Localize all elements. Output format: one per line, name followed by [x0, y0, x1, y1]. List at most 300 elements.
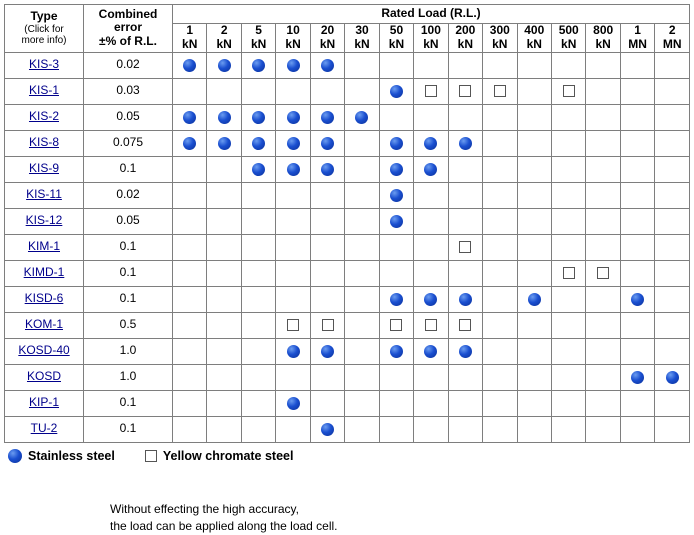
cell-empty: [379, 390, 413, 416]
cell-empty: [310, 78, 344, 104]
cell-empty: [241, 234, 275, 260]
stainless-steel-dot-icon: [424, 293, 437, 306]
cell-empty: [276, 286, 310, 312]
cell-empty: [517, 390, 551, 416]
cell-empty: [586, 78, 620, 104]
cell-empty: [379, 416, 413, 442]
error-line-1: Combined: [98, 6, 158, 21]
cell-type[interactable]: [5, 390, 84, 416]
cell-stainless-steel-marker: [345, 104, 379, 130]
load-number: 800: [593, 23, 614, 37]
cell-empty: [207, 260, 241, 286]
cell-empty: [310, 286, 344, 312]
cell-stainless-steel-marker: [310, 130, 344, 156]
cell-empty: [586, 234, 620, 260]
cell-empty: [345, 234, 379, 260]
cell-empty: [241, 208, 275, 234]
cell-empty: [345, 286, 379, 312]
load-unit: kN: [561, 36, 577, 51]
stainless-steel-dot-icon: [218, 111, 231, 124]
cell-stainless-steel-marker: [448, 130, 482, 156]
column-header-type: [5, 5, 84, 53]
load-unit: kN: [354, 36, 370, 51]
cell-empty: [276, 416, 310, 442]
legend: [8, 449, 694, 463]
stainless-steel-dot-icon: [424, 137, 437, 150]
cell-empty: [517, 78, 551, 104]
type-link[interactable]: KIS-3: [28, 57, 59, 72]
cell-empty: [241, 390, 275, 416]
load-unit: MN: [662, 36, 682, 51]
table-row: [5, 104, 690, 130]
cell-combined-error: 0.1: [84, 416, 173, 442]
cell-empty: [551, 286, 585, 312]
cell-empty: [207, 338, 241, 364]
type-link[interactable]: KIS-1: [28, 83, 59, 98]
cell-stainless-steel-marker: [207, 130, 241, 156]
load-unit: kN: [526, 36, 542, 51]
cell-stainless-steel-marker: [620, 286, 654, 312]
cell-empty: [655, 390, 690, 416]
cell-empty: [448, 260, 482, 286]
yellow-chromate-square-icon: [563, 267, 575, 279]
stainless-steel-dot-icon: [459, 293, 472, 306]
stainless-steel-dot-icon: [287, 59, 300, 72]
stainless-steel-dot-icon: [390, 137, 403, 150]
load-number: 50: [389, 23, 404, 37]
load-unit: MN: [628, 36, 647, 51]
table-row: [5, 182, 690, 208]
cell-empty: [551, 312, 585, 338]
load-unit: kN: [250, 36, 267, 51]
cell-stainless-steel-marker: [241, 104, 275, 130]
stainless-steel-dot-icon: [321, 423, 334, 436]
column-header-load-2: [241, 24, 275, 53]
type-title: Type: [30, 9, 58, 24]
cell-type[interactable]: [5, 182, 84, 208]
type-link[interactable]: KIS-8: [28, 135, 59, 150]
cell-empty: [655, 182, 690, 208]
cell-empty: [379, 234, 413, 260]
column-header-load-5: [345, 24, 379, 53]
cell-type[interactable]: [5, 52, 84, 78]
type-link[interactable]: KIP-1: [28, 395, 59, 410]
cell-empty: [483, 52, 517, 78]
column-header-load-13: [620, 24, 654, 53]
cell-combined-error: 0.02: [84, 182, 173, 208]
cell-stainless-steel-marker: [414, 338, 448, 364]
cell-type[interactable]: [5, 156, 84, 182]
cell-empty: [379, 104, 413, 130]
cell-empty: [551, 104, 585, 130]
cell-empty: [414, 364, 448, 390]
cell-stainless-steel-marker: [379, 208, 413, 234]
cell-empty: [276, 78, 310, 104]
cell-empty: [620, 260, 654, 286]
cell-empty: [620, 156, 654, 182]
cell-empty: [379, 260, 413, 286]
cell-empty: [379, 52, 413, 78]
cell-empty: [310, 260, 344, 286]
stainless-steel-dot-icon: [459, 137, 472, 150]
type-link[interactable]: KIS-12: [25, 213, 63, 228]
cell-empty: [586, 364, 620, 390]
load-unit: kN: [492, 36, 508, 51]
stainless-steel-dot-icon: [355, 111, 368, 124]
cell-stainless-steel-marker: [379, 182, 413, 208]
cell-empty: [345, 156, 379, 182]
load-unit: kN: [216, 36, 232, 51]
cell-empty: [620, 78, 654, 104]
yellow-chromate-square-icon: [425, 319, 437, 331]
yellow-chromate-square-icon: [425, 85, 437, 97]
cell-empty: [586, 208, 620, 234]
cell-type[interactable]: [5, 312, 84, 338]
cell-empty: [586, 104, 620, 130]
cell-empty: [448, 52, 482, 78]
cell-empty: [414, 390, 448, 416]
type-link[interactable]: KIM-1: [27, 239, 60, 254]
load-unit: kN: [285, 36, 301, 51]
cell-empty: [655, 130, 690, 156]
stainless-steel-dot-icon: [252, 137, 265, 150]
column-header-load-8: [448, 24, 482, 53]
stainless-steel-dot-icon: [321, 163, 334, 176]
stainless-steel-dot-icon: [321, 111, 334, 124]
cell-empty: [517, 312, 551, 338]
cell-empty: [448, 208, 482, 234]
stainless-steel-dot-icon: [8, 449, 22, 463]
type-link[interactable]: KIMD-1: [23, 265, 65, 280]
load-number: 30: [355, 23, 369, 37]
cell-stainless-steel-marker: [207, 52, 241, 78]
cell-empty: [551, 416, 585, 442]
cell-empty: [448, 390, 482, 416]
cell-combined-error: 0.1: [84, 390, 173, 416]
yellow-chromate-square-icon: [597, 267, 609, 279]
cell-empty: [173, 208, 207, 234]
cell-empty: [586, 156, 620, 182]
cell-stainless-steel-marker: [276, 156, 310, 182]
cell-empty: [173, 390, 207, 416]
cell-empty: [655, 208, 690, 234]
cell-empty: [620, 234, 654, 260]
cell-empty: [276, 260, 310, 286]
yellow-chromate-square-icon: [459, 241, 471, 253]
cell-type[interactable]: [5, 416, 84, 442]
table-head: [5, 5, 690, 53]
cell-empty: [207, 364, 241, 390]
cell-empty: [414, 52, 448, 78]
cell-combined-error: 0.1: [84, 260, 173, 286]
cell-empty: [173, 286, 207, 312]
table-row: [5, 234, 690, 260]
cell-empty: [448, 416, 482, 442]
cell-empty: [241, 364, 275, 390]
cell-empty: [207, 156, 241, 182]
load-number: 1: [186, 23, 194, 37]
type-link[interactable]: TU-2: [30, 421, 58, 436]
cell-yellow-chromate-marker: [551, 260, 585, 286]
stainless-steel-dot-icon: [390, 293, 403, 306]
cell-combined-error: 0.1: [84, 156, 173, 182]
stainless-steel-dot-icon: [390, 345, 403, 358]
cell-empty: [207, 416, 241, 442]
cell-empty: [241, 286, 275, 312]
stainless-steel-dot-icon: [252, 59, 265, 72]
column-header-rated-load: Rated Load (R.L.): [173, 5, 690, 24]
header-row-top: [5, 5, 690, 24]
cell-empty: [207, 390, 241, 416]
stainless-steel-dot-icon: [183, 137, 196, 150]
type-link[interactable]: KIS-9: [28, 161, 59, 176]
cell-empty: [655, 234, 690, 260]
cell-empty: [207, 286, 241, 312]
cell-stainless-steel-marker: [655, 364, 690, 390]
cell-empty: [345, 364, 379, 390]
cell-empty: [483, 182, 517, 208]
cell-stainless-steel-marker: [517, 286, 551, 312]
cell-empty: [207, 208, 241, 234]
stainless-steel-dot-icon: [287, 137, 300, 150]
cell-empty: [448, 156, 482, 182]
cell-yellow-chromate-marker: [448, 234, 482, 260]
cell-stainless-steel-marker: [173, 104, 207, 130]
type-link[interactable]: KIS-2: [28, 109, 59, 124]
load-number: 2: [668, 23, 676, 37]
cell-combined-error: 1.0: [84, 338, 173, 364]
cell-empty: [345, 208, 379, 234]
cell-stainless-steel-marker: [173, 130, 207, 156]
cell-yellow-chromate-marker: [414, 312, 448, 338]
type-subtitle-line1: (Click for: [24, 24, 64, 36]
cell-stainless-steel-marker: [173, 52, 207, 78]
page-root: [0, 4, 694, 533]
cell-empty: [586, 286, 620, 312]
load-unit: kN: [182, 36, 198, 51]
cell-empty: [620, 338, 654, 364]
cell-empty: [551, 208, 585, 234]
column-header-load-9: [483, 24, 517, 53]
stainless-steel-dot-icon: [252, 163, 265, 176]
cell-empty: [414, 104, 448, 130]
cell-empty: [276, 182, 310, 208]
column-header-load-10: [517, 24, 551, 53]
cell-empty: [483, 234, 517, 260]
type-link[interactable]: KOSD-40: [18, 343, 70, 358]
cell-empty: [448, 364, 482, 390]
cell-empty: [207, 78, 241, 104]
cell-empty: [620, 390, 654, 416]
cell-empty: [551, 52, 585, 78]
cell-empty: [173, 416, 207, 442]
cell-empty: [586, 390, 620, 416]
cell-empty: [173, 364, 207, 390]
cell-stainless-steel-marker: [379, 130, 413, 156]
stainless-steel-dot-icon: [459, 345, 472, 358]
load-number: 1: [634, 23, 641, 37]
cell-stainless-steel-marker: [276, 104, 310, 130]
stainless-steel-dot-icon: [321, 137, 334, 150]
cell-empty: [517, 182, 551, 208]
cell-empty: [620, 52, 654, 78]
cell-combined-error: 0.075: [84, 130, 173, 156]
cell-empty: [483, 156, 517, 182]
column-header-load-7: [414, 24, 448, 53]
column-header-load-0: [173, 24, 207, 53]
cell-empty: [586, 416, 620, 442]
cell-empty: [173, 260, 207, 286]
table-row: [5, 260, 690, 286]
cell-empty: [517, 52, 551, 78]
cell-stainless-steel-marker: [276, 390, 310, 416]
column-header-load-1: [207, 24, 241, 53]
cell-stainless-steel-marker: [207, 104, 241, 130]
cell-stainless-steel-marker: [379, 156, 413, 182]
yellow-chromate-square-icon: [322, 319, 334, 331]
column-header-load-11: [551, 24, 585, 53]
load-unit: kN: [388, 36, 405, 51]
cell-type[interactable]: [5, 130, 84, 156]
stainless-steel-dot-icon: [287, 163, 300, 176]
cell-yellow-chromate-marker: [276, 312, 310, 338]
stainless-steel-dot-icon: [218, 59, 231, 72]
footnote-line-1: Without effecting the high accuracy,: [110, 501, 299, 516]
cell-empty: [655, 104, 690, 130]
cell-yellow-chromate-marker: [379, 312, 413, 338]
column-header-load-6: [379, 24, 413, 53]
cell-empty: [551, 156, 585, 182]
table-body: [5, 52, 690, 442]
table-row: [5, 364, 690, 390]
cell-empty: [173, 182, 207, 208]
type-link[interactable]: KOSD: [26, 369, 61, 384]
cell-stainless-steel-marker: [379, 78, 413, 104]
cell-empty: [586, 130, 620, 156]
cell-empty: [310, 390, 344, 416]
cell-stainless-steel-marker: [448, 338, 482, 364]
stainless-steel-dot-icon: [218, 137, 231, 150]
cell-empty: [414, 182, 448, 208]
cell-stainless-steel-marker: [414, 156, 448, 182]
cell-type[interactable]: [5, 364, 84, 390]
footnote: [110, 501, 694, 535]
cell-stainless-steel-marker: [379, 338, 413, 364]
column-header-combined-error: [84, 5, 173, 53]
cell-empty: [345, 416, 379, 442]
cell-empty: [620, 208, 654, 234]
cell-empty: [345, 182, 379, 208]
cell-empty: [586, 312, 620, 338]
load-unit: kN: [319, 36, 336, 51]
table-row: [5, 338, 690, 364]
stainless-steel-dot-icon: [631, 293, 644, 306]
cell-empty: [448, 104, 482, 130]
cell-empty: [483, 208, 517, 234]
cell-stainless-steel-marker: [276, 52, 310, 78]
column-header-load-12: [586, 24, 620, 53]
cell-combined-error: 0.5: [84, 312, 173, 338]
cell-empty: [483, 260, 517, 286]
column-header-load-14: [655, 24, 690, 53]
cell-empty: [655, 286, 690, 312]
cell-empty: [483, 338, 517, 364]
table-row: [5, 390, 690, 416]
stainless-steel-dot-icon: [390, 85, 403, 98]
cell-empty: [345, 390, 379, 416]
cell-empty: [586, 338, 620, 364]
cell-empty: [551, 338, 585, 364]
table-row: [5, 286, 690, 312]
cell-empty: [310, 364, 344, 390]
cell-empty: [414, 208, 448, 234]
cell-combined-error: 1.0: [84, 364, 173, 390]
cell-type[interactable]: [5, 208, 84, 234]
cell-stainless-steel-marker: [310, 156, 344, 182]
type-link[interactable]: KOM-1: [24, 317, 63, 332]
cell-type[interactable]: [5, 338, 84, 364]
cell-empty: [517, 130, 551, 156]
load-number: 5: [255, 23, 262, 37]
yellow-chromate-square-icon: [459, 319, 471, 331]
cell-empty: [620, 312, 654, 338]
cell-type[interactable]: [5, 260, 84, 286]
cell-empty: [620, 104, 654, 130]
load-unit: kN: [423, 36, 439, 51]
cell-empty: [414, 234, 448, 260]
cell-empty: [345, 78, 379, 104]
cell-empty: [414, 416, 448, 442]
cell-stainless-steel-marker: [310, 416, 344, 442]
error-line-2: error: [113, 20, 142, 35]
cell-empty: [173, 78, 207, 104]
stainless-steel-dot-icon: [666, 371, 679, 384]
cell-combined-error: 0.05: [84, 104, 173, 130]
cell-stainless-steel-marker: [276, 130, 310, 156]
cell-type[interactable]: [5, 78, 84, 104]
load-unit: kN: [457, 36, 474, 51]
cell-empty: [655, 156, 690, 182]
stainless-steel-dot-icon: [321, 59, 334, 72]
cell-type[interactable]: [5, 234, 84, 260]
table-row: [5, 156, 690, 182]
cell-empty: [276, 208, 310, 234]
footnote-line-2: the load can be applied along the load cell.: [110, 518, 338, 533]
legend-label-stainless: Stainless steel: [28, 448, 115, 463]
cell-empty: [207, 182, 241, 208]
cell-empty: [448, 182, 482, 208]
cell-type[interactable]: [5, 104, 84, 130]
cell-stainless-steel-marker: [241, 156, 275, 182]
type-link[interactable]: KISD-6: [24, 291, 64, 306]
stainless-steel-dot-icon: [390, 189, 403, 202]
cell-empty: [207, 234, 241, 260]
stainless-steel-dot-icon: [287, 345, 300, 358]
column-header-load-4: [310, 24, 344, 53]
cell-empty: [655, 78, 690, 104]
type-link[interactable]: KIS-11: [26, 187, 62, 202]
stainless-steel-dot-icon: [252, 111, 265, 124]
cell-empty: [241, 416, 275, 442]
cell-yellow-chromate-marker: [448, 312, 482, 338]
stainless-steel-dot-icon: [631, 371, 644, 384]
cell-empty: [517, 234, 551, 260]
stainless-steel-dot-icon: [183, 111, 196, 124]
yellow-chromate-square-icon: [145, 450, 157, 462]
table-row: [5, 130, 690, 156]
cell-type[interactable]: [5, 286, 84, 312]
cell-empty: [517, 338, 551, 364]
